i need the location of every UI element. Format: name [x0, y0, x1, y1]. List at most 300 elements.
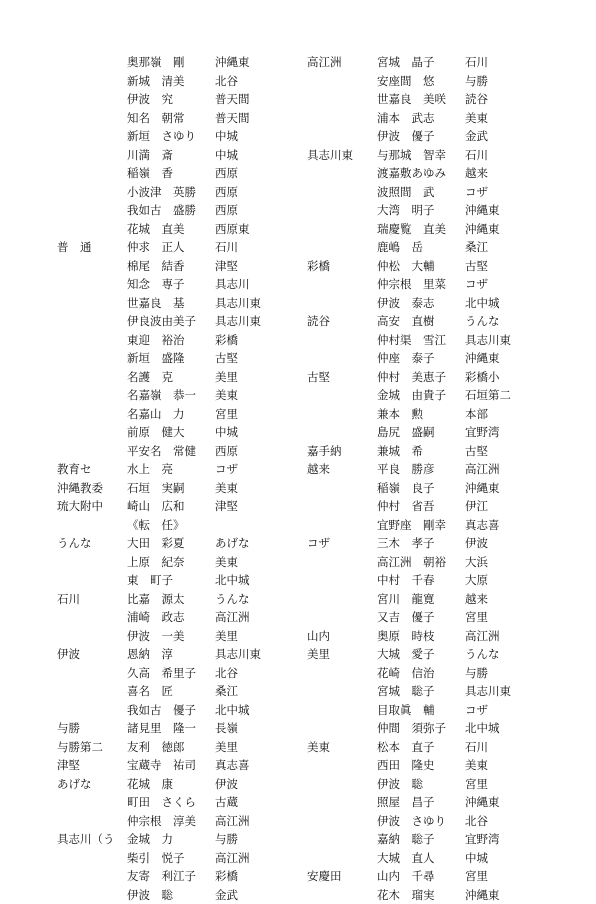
- destination-school: 具志川東: [215, 294, 305, 313]
- personnel-row: [57, 405, 317, 424]
- person-name: 伊波 一美: [127, 627, 215, 646]
- personnel-row: [307, 627, 567, 646]
- destination-school: 宮里: [465, 608, 555, 627]
- person-name: 奥那嶺 剛: [127, 53, 215, 72]
- school-name: [57, 664, 127, 683]
- person-name: 宝蔵寺 祐司: [127, 756, 215, 775]
- personnel-row: [307, 109, 567, 128]
- school-name: [307, 275, 377, 294]
- personnel-row: [307, 867, 567, 886]
- destination-school: 沖縄東: [465, 349, 555, 368]
- person-name: 新垣 盛隆: [127, 349, 215, 368]
- personnel-row: [57, 719, 317, 738]
- person-name: 渡嘉敷あゆみ: [377, 164, 465, 183]
- person-name: 伊波 聡: [127, 886, 215, 904]
- personnel-row: [307, 257, 567, 276]
- personnel-row: [307, 849, 567, 868]
- destination-school: 北谷: [465, 812, 555, 831]
- person-name: 高江洲 朝裕: [377, 553, 465, 572]
- person-name: 新城 清美: [127, 72, 215, 91]
- person-name: 奥原 時枝: [377, 627, 465, 646]
- school-name: [307, 183, 377, 202]
- school-name: 越来: [307, 460, 377, 479]
- destination-school: 美里: [215, 627, 305, 646]
- school-name: 彩橋: [307, 257, 377, 276]
- person-name: 浦本 武志: [377, 109, 465, 128]
- school-name: [307, 756, 377, 775]
- person-name: 又吉 優子: [377, 608, 465, 627]
- school-name: [307, 405, 377, 424]
- personnel-row: [57, 183, 317, 202]
- person-name: 我如古 盛勝: [127, 201, 215, 220]
- person-name: 久高 希里子: [127, 664, 215, 683]
- school-name: [307, 349, 377, 368]
- person-name: 新垣 さゆり: [127, 127, 215, 146]
- destination-school: 美里: [215, 738, 305, 757]
- person-name: 仲座 泰子: [377, 349, 465, 368]
- school-name: [57, 849, 127, 868]
- destination-school: うんな: [465, 645, 555, 664]
- school-name: [307, 72, 377, 91]
- school-name: [57, 90, 127, 109]
- person-name: 町田 さくら: [127, 793, 215, 812]
- school-name: [307, 608, 377, 627]
- destination-school: 具志川東: [215, 312, 305, 331]
- destination-school: 古堅: [465, 257, 555, 276]
- destination-school: 与勝: [215, 830, 305, 849]
- personnel-row: [57, 127, 317, 146]
- personnel-row: [307, 479, 567, 498]
- school-name: [307, 90, 377, 109]
- school-name: [57, 701, 127, 720]
- person-name: 宮川 龍寛: [377, 590, 465, 609]
- school-name: 琉大附中: [57, 497, 127, 516]
- person-name: 仲宗根 里菜: [377, 275, 465, 294]
- person-name: 仲間 須弥子: [377, 719, 465, 738]
- person-name: 喜名 匠: [127, 682, 215, 701]
- personnel-row: [307, 238, 567, 257]
- school-name: [307, 294, 377, 313]
- personnel-row: [57, 812, 317, 831]
- personnel-row: [57, 423, 317, 442]
- school-name: 具志川東: [307, 146, 377, 165]
- personnel-row: [307, 368, 567, 387]
- destination-school: 彩橋小: [465, 368, 555, 387]
- destination-school: 北中城: [215, 571, 305, 590]
- personnel-row: [307, 90, 567, 109]
- school-name: [57, 109, 127, 128]
- school-name: [57, 608, 127, 627]
- person-name: 伊波 聡: [377, 775, 465, 794]
- destination-school: 具志川東: [465, 682, 555, 701]
- destination-school: 伊波: [465, 534, 555, 553]
- person-name: 東 町子: [127, 571, 215, 590]
- school-name: [307, 701, 377, 720]
- school-name: [307, 386, 377, 405]
- destination-school: 沖縄東: [465, 886, 555, 904]
- school-name: [57, 53, 127, 72]
- personnel-row: [57, 90, 317, 109]
- personnel-row: [57, 738, 317, 757]
- person-name: 比嘉 源太: [127, 590, 215, 609]
- school-name: 美里: [307, 645, 377, 664]
- school-name: [57, 627, 127, 646]
- school-name: [57, 368, 127, 387]
- destination-school: 大浜: [465, 553, 555, 572]
- destination-school: 石垣第二: [465, 386, 555, 405]
- school-name: [57, 183, 127, 202]
- destination-school: 高江洲: [215, 849, 305, 868]
- personnel-row: [307, 886, 567, 904]
- destination-school: 高江洲: [215, 608, 305, 627]
- destination-school: 北中城: [465, 294, 555, 313]
- destination-school: 宮里: [465, 867, 555, 886]
- person-name: 目取眞 輔: [377, 701, 465, 720]
- school-name: 沖縄教委: [57, 479, 127, 498]
- destination-school: コザ: [215, 460, 305, 479]
- school-name: [307, 516, 377, 535]
- person-name: 伊波 優子: [377, 127, 465, 146]
- personnel-row: [57, 238, 317, 257]
- personnel-row: [307, 553, 567, 572]
- personnel-row: [57, 275, 317, 294]
- person-name: 世嘉良 基: [127, 294, 215, 313]
- personnel-row: [57, 53, 317, 72]
- personnel-row: [57, 386, 317, 405]
- destination-school: 越来: [465, 590, 555, 609]
- personnel-row: [307, 127, 567, 146]
- person-name: 大田 彩夏: [127, 534, 215, 553]
- destination-school: [215, 516, 305, 535]
- school-name: [57, 294, 127, 313]
- person-name: 中村 千春: [377, 571, 465, 590]
- personnel-row: [57, 516, 317, 535]
- personnel-row: [307, 664, 567, 683]
- school-name: [307, 812, 377, 831]
- destination-school: 彩橋: [215, 331, 305, 350]
- destination-school: 北中城: [215, 701, 305, 720]
- person-name: 名護 克: [127, 368, 215, 387]
- personnel-row: [57, 442, 317, 461]
- school-name: [307, 164, 377, 183]
- person-name: 波照間 武: [377, 183, 465, 202]
- school-name: [307, 793, 377, 812]
- school-name: [307, 682, 377, 701]
- person-name: 《転 任》: [127, 516, 215, 535]
- person-name: 平良 勝彦: [377, 460, 465, 479]
- person-name: 我如古 優子: [127, 701, 215, 720]
- personnel-row: [307, 164, 567, 183]
- personnel-row: [307, 590, 567, 609]
- school-name: [307, 201, 377, 220]
- school-name: 山内: [307, 627, 377, 646]
- personnel-row: [307, 812, 567, 831]
- personnel-row: [307, 719, 567, 738]
- school-name: 読谷: [307, 312, 377, 331]
- person-name: 前原 健大: [127, 423, 215, 442]
- school-name: [307, 553, 377, 572]
- destination-school: 普天間: [215, 90, 305, 109]
- personnel-row: [57, 608, 317, 627]
- school-name: [57, 312, 127, 331]
- destination-school: 真志喜: [465, 516, 555, 535]
- destination-school: 長嶺: [215, 719, 305, 738]
- person-name: 知念 専子: [127, 275, 215, 294]
- destination-school: 西原東: [215, 220, 305, 239]
- personnel-row: [307, 738, 567, 757]
- personnel-row: [307, 201, 567, 220]
- school-name: 与勝第二: [57, 738, 127, 757]
- school-name: 安慶田: [307, 867, 377, 886]
- school-name: [307, 331, 377, 350]
- destination-school: 石川: [465, 53, 555, 72]
- person-name: 名嘉嶺 恭一: [127, 386, 215, 405]
- personnel-row: [307, 756, 567, 775]
- personnel-row: [57, 830, 317, 849]
- school-name: [307, 127, 377, 146]
- destination-school: 西原: [215, 164, 305, 183]
- personnel-row: [307, 146, 567, 165]
- personnel-row: [307, 516, 567, 535]
- person-name: 平安名 常健: [127, 442, 215, 461]
- person-name: 仲宗根 淳美: [127, 812, 215, 831]
- person-name: 上原 紀奈: [127, 553, 215, 572]
- school-name: [57, 793, 127, 812]
- personnel-row: [57, 479, 317, 498]
- destination-school: コザ: [465, 275, 555, 294]
- destination-school: 彩橋: [215, 867, 305, 886]
- personnel-row: [307, 72, 567, 91]
- destination-school: コザ: [465, 701, 555, 720]
- person-name: 伊波 泰志: [377, 294, 465, 313]
- destination-school: 具志川: [215, 275, 305, 294]
- destination-school: 美里: [215, 368, 305, 387]
- personnel-row: [57, 294, 317, 313]
- destination-school: 沖縄東: [465, 479, 555, 498]
- destination-school: 津堅: [215, 257, 305, 276]
- person-name: 諸見里 隆一: [127, 719, 215, 738]
- person-name: 宮城 聡子: [377, 682, 465, 701]
- school-name: 与勝: [57, 719, 127, 738]
- destination-school: 石川: [465, 738, 555, 757]
- school-name: [57, 682, 127, 701]
- destination-school: 美東: [215, 479, 305, 498]
- person-name: 仲松 大輔: [377, 257, 465, 276]
- personnel-row: [57, 349, 317, 368]
- destination-school: 西原: [215, 442, 305, 461]
- school-name: [57, 571, 127, 590]
- destination-school: 与勝: [465, 72, 555, 91]
- school-name: [57, 331, 127, 350]
- person-name: 松本 直子: [377, 738, 465, 757]
- destination-school: 高江洲: [215, 812, 305, 831]
- person-name: 宮城 晶子: [377, 53, 465, 72]
- person-name: 恩納 淳: [127, 645, 215, 664]
- school-name: [307, 590, 377, 609]
- destination-school: 石川: [215, 238, 305, 257]
- destination-school: 西原: [215, 183, 305, 202]
- personnel-row: [57, 109, 317, 128]
- person-name: 与那城 智幸: [377, 146, 465, 165]
- person-name: 西田 隆史: [377, 756, 465, 775]
- personnel-row: [57, 497, 317, 516]
- person-name: 花木 瑠実: [377, 886, 465, 904]
- school-name: [307, 238, 377, 257]
- personnel-row: [307, 534, 567, 553]
- school-name: [57, 201, 127, 220]
- personnel-row: [57, 775, 317, 794]
- personnel-row: [307, 294, 567, 313]
- school-name: [307, 886, 377, 904]
- person-name: 崎山 広和: [127, 497, 215, 516]
- destination-school: 与勝: [465, 664, 555, 683]
- person-name: 名嘉山 力: [127, 405, 215, 424]
- personnel-row: [307, 349, 567, 368]
- personnel-row: [307, 830, 567, 849]
- destination-school: 古堅: [465, 442, 555, 461]
- school-name: [307, 497, 377, 516]
- personnel-row: [307, 405, 567, 424]
- person-name: 稲嶺 良子: [377, 479, 465, 498]
- personnel-row: [57, 331, 317, 350]
- school-name: コザ: [307, 534, 377, 553]
- destination-school: 越来: [465, 164, 555, 183]
- person-name: 花城 直美: [127, 220, 215, 239]
- person-name: 柴引 悦子: [127, 849, 215, 868]
- person-name: 棉尾 結香: [127, 257, 215, 276]
- personnel-row: [307, 775, 567, 794]
- person-name: 鹿嶋 岳: [377, 238, 465, 257]
- personnel-row: [57, 220, 317, 239]
- destination-school: 金武: [465, 127, 555, 146]
- person-name: 伊波 究: [127, 90, 215, 109]
- personnel-row: [57, 201, 317, 220]
- personnel-row: [57, 72, 317, 91]
- destination-school: 沖縄東: [215, 53, 305, 72]
- personnel-row: [57, 627, 317, 646]
- person-name: 大城 直人: [377, 849, 465, 868]
- personnel-row: [57, 312, 317, 331]
- destination-school: 美東: [215, 386, 305, 405]
- school-name: 具志川（う: [57, 830, 127, 849]
- person-name: 水上 亮: [127, 460, 215, 479]
- school-name: [57, 386, 127, 405]
- destination-school: 本部: [465, 405, 555, 424]
- person-name: 浦崎 政志: [127, 608, 215, 627]
- school-name: [307, 423, 377, 442]
- school-name: 伊波: [57, 645, 127, 664]
- person-name: 稲嶺 香: [127, 164, 215, 183]
- school-name: [307, 220, 377, 239]
- destination-school: 中城: [465, 849, 555, 868]
- personnel-row: [57, 867, 317, 886]
- destination-school: 伊波: [215, 775, 305, 794]
- destination-school: 真志喜: [215, 756, 305, 775]
- destination-school: 桑江: [215, 682, 305, 701]
- person-name: 世嘉良 美咲: [377, 90, 465, 109]
- person-name: 島尻 盛嗣: [377, 423, 465, 442]
- person-name: 照屋 昌子: [377, 793, 465, 812]
- destination-school: 中城: [215, 146, 305, 165]
- school-name: [307, 664, 377, 683]
- personnel-row: [307, 701, 567, 720]
- person-name: 仲村 美恵子: [377, 368, 465, 387]
- school-name: [307, 830, 377, 849]
- personnel-row: [307, 220, 567, 239]
- school-name: [307, 849, 377, 868]
- destination-school: 高江洲: [465, 627, 555, 646]
- personnel-row: [57, 664, 317, 683]
- school-name: [57, 405, 127, 424]
- person-name: 石垣 実嗣: [127, 479, 215, 498]
- school-name: [57, 146, 127, 165]
- school-name: [307, 479, 377, 498]
- personnel-row: [57, 368, 317, 387]
- destination-school: 沖縄東: [465, 793, 555, 812]
- person-name: 東迎 裕治: [127, 331, 215, 350]
- personnel-row: [307, 571, 567, 590]
- destination-school: あげな: [215, 534, 305, 553]
- personnel-row: [57, 146, 317, 165]
- person-name: 伊良波由美子: [127, 312, 215, 331]
- personnel-row: [57, 849, 317, 868]
- school-name: 教育セ: [57, 460, 127, 479]
- destination-school: 美東: [215, 553, 305, 572]
- person-name: 仲村渠 雪江: [377, 331, 465, 350]
- destination-school: 宜野湾: [465, 830, 555, 849]
- left-column: [57, 53, 317, 904]
- personnel-row: [307, 53, 567, 72]
- school-name: [57, 442, 127, 461]
- personnel-row: [57, 534, 317, 553]
- destination-school: 宮里: [215, 405, 305, 424]
- person-name: 仲村 省吾: [377, 497, 465, 516]
- person-name: 金城 由貴子: [377, 386, 465, 405]
- personnel-row: [307, 442, 567, 461]
- destination-school: 沖縄東: [465, 201, 555, 220]
- school-name: [307, 775, 377, 794]
- destination-school: 美東: [465, 109, 555, 128]
- person-name: 大湾 明子: [377, 201, 465, 220]
- person-name: 三木 孝子: [377, 534, 465, 553]
- destination-school: うんな: [465, 312, 555, 331]
- person-name: 花城 康: [127, 775, 215, 794]
- destination-school: 伊江: [465, 497, 555, 516]
- personnel-row: [307, 793, 567, 812]
- school-name: [57, 164, 127, 183]
- person-name: 伊波 さゆり: [377, 812, 465, 831]
- personnel-row: [307, 608, 567, 627]
- destination-school: 中城: [215, 423, 305, 442]
- school-name: あげな: [57, 775, 127, 794]
- person-name: 知名 朝常: [127, 109, 215, 128]
- school-name: [57, 886, 127, 904]
- destination-school: 具志川東: [215, 645, 305, 664]
- person-name: 宜野座 剛幸: [377, 516, 465, 535]
- destination-school: 宜野湾: [465, 423, 555, 442]
- school-name: [307, 109, 377, 128]
- school-name: [57, 812, 127, 831]
- destination-school: 北谷: [215, 664, 305, 683]
- person-name: 川満 斎: [127, 146, 215, 165]
- destination-school: 桑江: [465, 238, 555, 257]
- destination-school: 中城: [215, 127, 305, 146]
- school-name: [307, 571, 377, 590]
- personnel-row: [307, 423, 567, 442]
- destination-school: 金武: [215, 886, 305, 904]
- destination-school: 読谷: [465, 90, 555, 109]
- destination-school: 宮里: [465, 775, 555, 794]
